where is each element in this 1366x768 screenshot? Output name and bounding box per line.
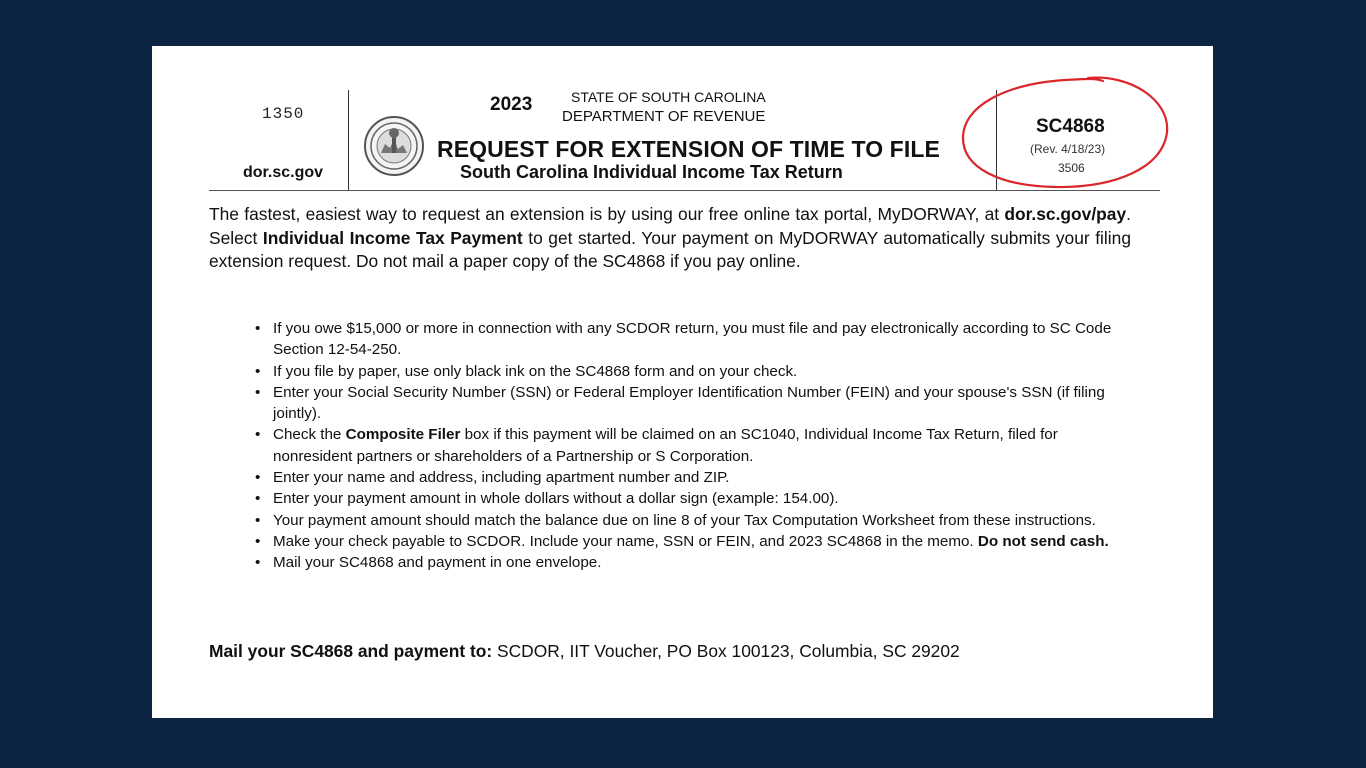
form-subtitle: South Carolina Individual Income Tax Return — [460, 162, 843, 182]
emphasis-payment-type: Individual Income Tax Payment — [262, 227, 523, 248]
list-item: • Your payment amount should match the balance due on line 8 of your Tax Computation Worksheet from these instructions. — [252, 510, 1132, 531]
list-item: • Enter your name and address, including apartment number and ZIP. — [252, 467, 1132, 488]
department-name: DEPARTMENT OF REVENUE — [562, 108, 766, 125]
list-item: • Enter your payment amount in whole dollars without a dollar sign (example: 154.00). — [252, 488, 1132, 509]
divider-left — [348, 90, 349, 190]
list-item: • Enter your Social Security Number (SSN) or Federal Employer Identification Number (FEIN) and your spouse's SSN (if filing jointly). — [252, 382, 1132, 425]
list-item: • Mail your SC4868 and payment in one envelope. — [252, 552, 1132, 573]
form-title: REQUEST FOR EXTENSION OF TIME TO FILE — [437, 136, 940, 162]
mail-address: SCDOR, IIT Voucher, PO Box 100123, Columbia, SC 29202 — [492, 641, 960, 661]
revision-date: (Rev. 4/18/23) — [1030, 142, 1106, 156]
hand-drawn-circle-annotation — [955, 70, 1175, 195]
tax-year: 2023 — [490, 94, 533, 115]
intro-paragraph: The fastest, easiest way to request an extension is by using our free online tax portal, MyDORWAY, at dor.sc.gov/pay. Select Individual Income Tax Payment to get started. Your payment on MyDORWAY automatically submits your filing extension request. Do not mail a paper copy of the SC4868 if you pay online. — [209, 204, 1131, 271]
list-item: • If you owe $15,000 or more in connection with any SCDOR return, you must file and pay electronically according to SC Code Section 12-54-250. — [252, 318, 1132, 361]
form-number: 1350 — [262, 105, 305, 123]
website-link[interactable]: dor.sc.gov — [243, 164, 324, 181]
form-code: SC4868 — [1036, 116, 1105, 137]
list-item: • Make your check payable to SCDOR. Include your name, SSN or FEIN, and 2023 SC4868 in the memo. Do not send cash. — [252, 531, 1132, 552]
mailing-address — [209, 641, 960, 662]
pay-url[interactable]: dor.sc.gov/pay — [1004, 204, 1127, 224]
state-seal-icon — [363, 115, 425, 177]
list-item: • If you file by paper, use only black ink on the SC4868 form and on your check. — [252, 361, 1132, 382]
state-name: STATE OF SOUTH CAROLINA — [571, 89, 766, 105]
instructions-list — [252, 318, 1132, 574]
mail-label: Mail your SC4868 and payment to: — [209, 641, 493, 661]
list-item: • Check the Composite Filer box if this payment will be claimed on an SC1040, Individual Income Tax Return, filed for nonresident partners or shareholders of a Partnership or S Corporation. — [252, 424, 1132, 467]
form-code-number: 3506 — [1058, 161, 1085, 175]
